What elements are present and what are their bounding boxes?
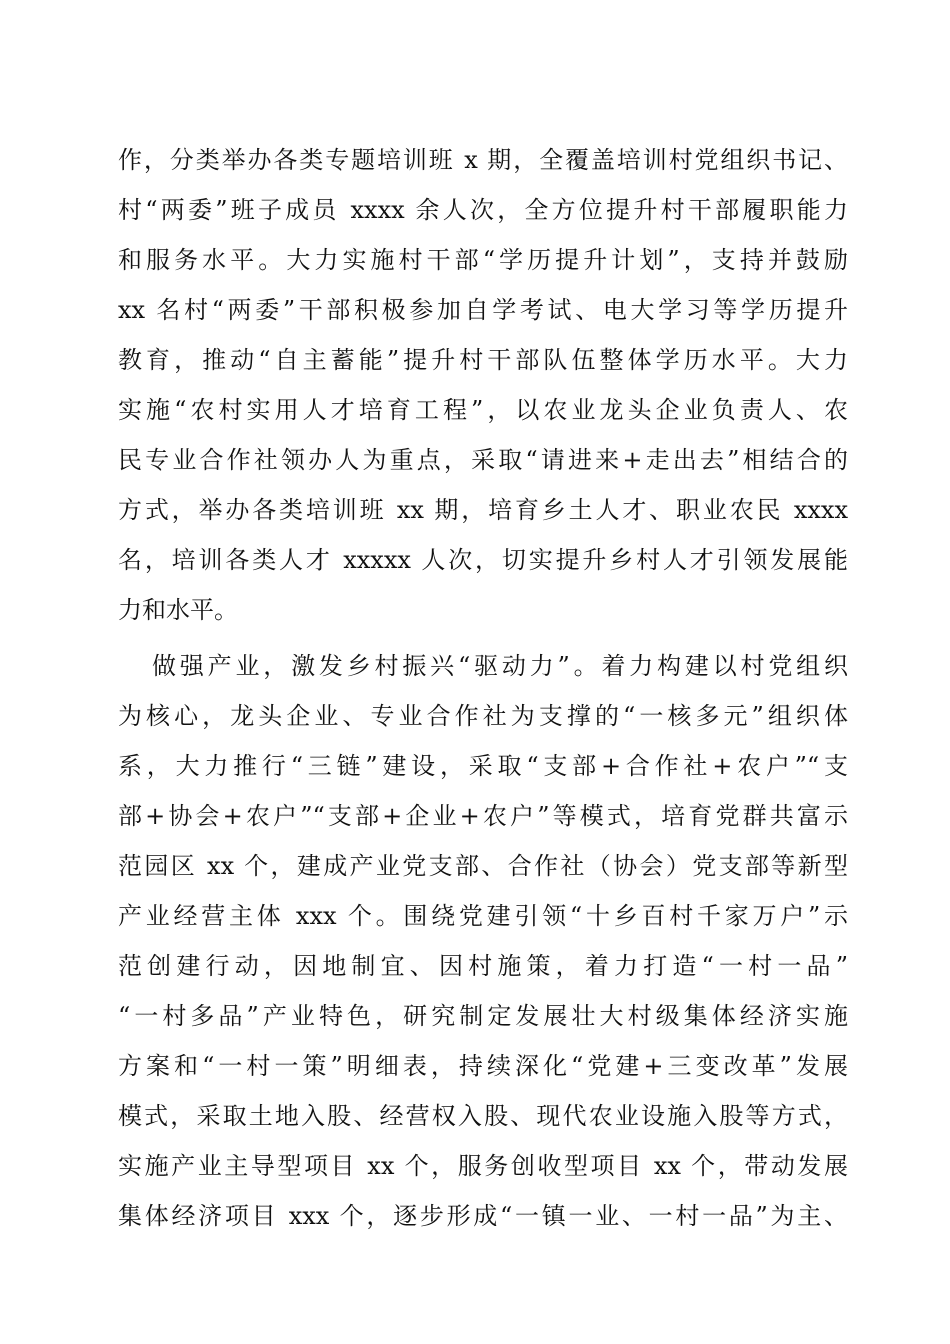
paragraph-2 [118, 641, 848, 1241]
text-line: 产业经营主体 xxx 个。围绕党建引领“十乡百村千家万户”示 [118, 902, 848, 930]
text-line: 做强产业，激发乡村振兴“驱动力”。着力构建以村党组织 [152, 652, 848, 680]
text-line: 方式，举办各类培训班 xx 期，培育乡土人才、职业农民 xxxx [118, 496, 848, 524]
text-line: 名，培训各类人才 xxxxx 人次，切实提升乡村人才引领发展能 [118, 546, 848, 574]
text-line: 作，分类举办各类专题培训班 x 期，全覆盖培训村党组织书记、 [118, 146, 848, 174]
text-line: 力和水平。 [118, 596, 238, 624]
text-line: 和服务水平。大力实施村干部“学历提升计划”，支持并鼓励 [118, 246, 848, 274]
text-line: 实施产业主导型项目 xx 个，服务创收型项目 xx 个，带动发展 [118, 1152, 848, 1180]
text-line: 村“两委”班子成员 xxxx 余人次，全方位提升村干部履职能力 [118, 196, 848, 224]
text-line: 范创建行动，因地制宜、因村施策，着力打造“一村一品” [118, 952, 848, 980]
text-line: 系，大力推行“三链”建设，采取“支部+合作社+农户”“支 [118, 752, 848, 780]
text-line: 方案和“一村一策”明细表，持续深化“党建+三变改革”发展 [118, 1052, 848, 1080]
text-line: 模式，采取土地入股、经营权入股、现代农业设施入股等方式， [118, 1102, 848, 1130]
text-line: 部+协会+农户”“支部+企业+农户”等模式，培育党群共富示 [118, 802, 848, 830]
text-line: 教育，推动“自主蓄能”提升村干部队伍整体学历水平。大力 [118, 346, 848, 374]
body-text [118, 135, 848, 1241]
paragraph-1 [118, 135, 848, 635]
text-line: 范园区 xx 个，建成产业党支部、合作社（协会）党支部等新型 [118, 852, 848, 880]
text-line: xx 名村“两委”干部积极参加自学考试、电大学习等学历提升 [118, 296, 848, 324]
text-line: 为核心，龙头企业、专业合作社为支撑的“一核多元”组织体 [118, 702, 848, 730]
text-line: 集体经济项目 xxx 个，逐步形成“一镇一业、一村一品”为主、 [118, 1202, 848, 1230]
text-line: 实施“农村实用人才培育工程”，以农业龙头企业负责人、农 [118, 396, 848, 424]
text-line: 民专业合作社领办人为重点，采取“请进来+走出去”相结合的 [118, 446, 848, 474]
text-line: “一村多品”产业特色，研究制定发展壮大村级集体经济实施 [118, 1002, 848, 1030]
